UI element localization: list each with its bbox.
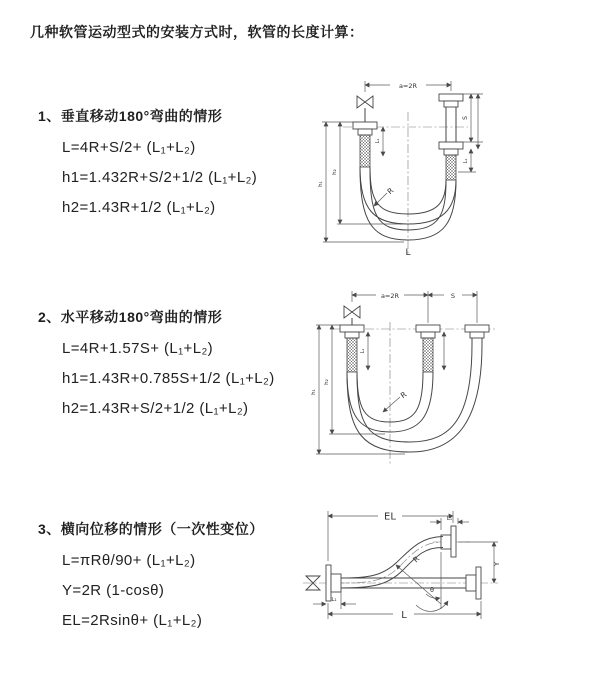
section-1 <box>38 106 257 216</box>
label-theta: θ <box>430 586 434 594</box>
formula: h1=1.432R+S/2+1/2 (L₁+L₂) <box>62 169 258 186</box>
label-r: R <box>398 389 409 401</box>
formula: h2=1.43R+S/2+1/2 (L₁+L₂) <box>62 400 249 417</box>
dim-label-l1-bottom: L₁ <box>331 597 337 603</box>
dimension-lines <box>311 291 477 454</box>
connectors <box>326 526 481 601</box>
connectors <box>340 325 489 372</box>
dim-label-h1: h₁ <box>318 181 324 187</box>
hose-curves <box>347 344 482 452</box>
dim-label-h1: h₁ <box>311 389 317 395</box>
valve-icon <box>357 96 373 122</box>
dim-label-l1: L₁ <box>463 158 469 164</box>
section-2 <box>38 307 275 417</box>
section-2-heading: 2、水平移动180°弯曲的情形 <box>38 309 223 325</box>
formula: L=4R+1.57S+ (L₁+L₂) <box>62 340 214 357</box>
dim-label-l1-top: L₁ <box>446 516 453 522</box>
dim-label-s: S <box>450 292 456 300</box>
left-connector <box>353 122 377 167</box>
formula: L=πRθ/90+ (L₁+L₂) <box>62 552 196 569</box>
section-3-heading: 3、横向位移的情形（一次性变位） <box>38 521 264 537</box>
dim-label-l: L <box>401 610 407 621</box>
formula: EL=2Rsinθ+ (L₁+L₂) <box>62 612 203 629</box>
right-connector <box>439 94 463 180</box>
braid-section <box>360 135 370 167</box>
dim-label-h2: h₂ <box>332 169 338 175</box>
angle-construction <box>396 552 448 611</box>
formula: L=4R+S/2+ (L₁+L₂) <box>62 139 196 156</box>
page-title: 几种软管运动型式的安装方式时，软管的长度计算： <box>30 24 364 40</box>
diagram-lateral-displacement <box>298 497 600 662</box>
dim-label-h2: h₂ <box>324 379 330 385</box>
braid-section <box>423 338 433 372</box>
radius-callout <box>383 390 408 412</box>
dim-label-a2r: a=2R <box>380 292 400 300</box>
label-r: R <box>411 554 422 565</box>
dim-label-l1-left: L₁ <box>375 138 381 144</box>
valve-icon <box>344 306 360 325</box>
label-r: R <box>385 185 396 197</box>
diagram-horizontal-180-bend <box>305 282 595 474</box>
dim-label-a2r: a=2R <box>398 82 418 90</box>
radius-callout <box>374 186 395 206</box>
section-1-heading: 1、垂直移动180°弯曲的情形 <box>38 108 223 124</box>
section-3 <box>38 519 264 629</box>
formula: h2=1.43R+1/2 (L₁+L₂) <box>62 199 216 216</box>
label-l: L <box>405 248 411 258</box>
formula: Y=2R (1-cosθ) <box>62 582 165 599</box>
dim-label-y: Y <box>493 561 501 567</box>
dim-label-el: EL <box>384 511 396 523</box>
braid-section <box>446 155 456 180</box>
formula: h1=1.43R+0.785S+1/2 (L₁+L₂) <box>62 370 275 387</box>
diagram-vertical-180-bend <box>308 72 596 258</box>
braid-section <box>347 338 357 372</box>
dim-label-s: S <box>462 116 469 120</box>
dim-label-l1: L₁ <box>360 348 366 354</box>
